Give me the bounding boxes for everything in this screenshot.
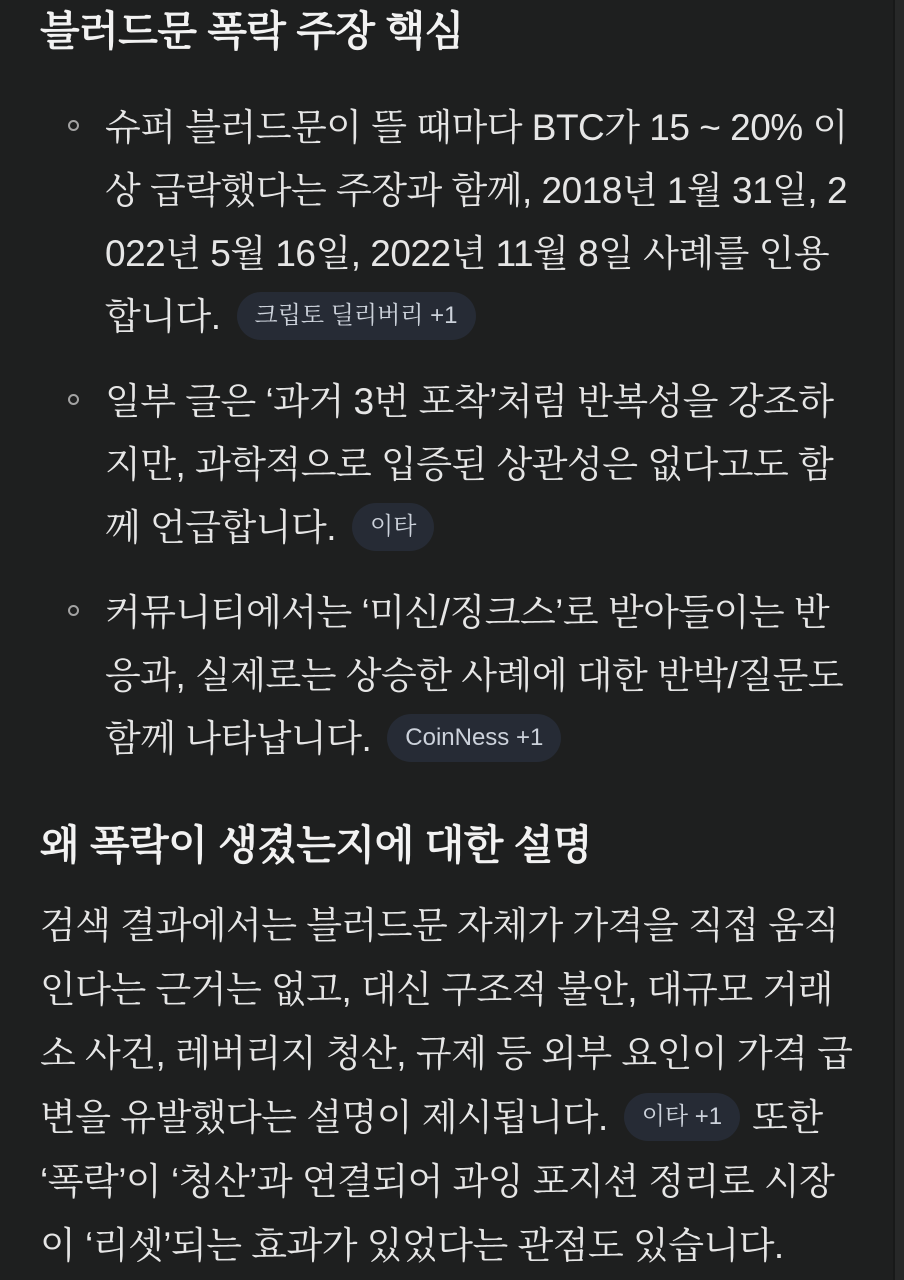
section-title-explanation: 왜 폭락이 생겼는지에 대한 설명 — [40, 822, 592, 868]
explanation-paragraph — [40, 894, 858, 1278]
list-item — [40, 370, 858, 559]
list-item — [40, 581, 858, 770]
explanation-text-tail: 또한 ‘폭락’이 ‘청산’과 연결되어 과잉 포지션 정리로 시장이 ‘리셋’되는 효과가 있었다는 관점도 있습니다. — [40, 1097, 835, 1266]
bullet-text: 일부 글은 ‘과거 3번 포착’처럼 반복성을 강조하지만, 과학적으로 입증된 상관성은 없다고도 함께 언급합니다. — [105, 381, 834, 548]
answer-content — [40, 6, 858, 1278]
bullet-text: 슈퍼 블러드문이 뜰 때마다 BTC가 15 ~ 20% 이상 급락했다는 주장과 함께, 2018년 1월 31일, 2022년 5월 16일, 2022년 11월 8일 사례를 인용합니다. — [105, 107, 848, 337]
section-title-claims: 블러드문 폭락 주장 핵심 — [40, 8, 464, 54]
list-item — [40, 96, 858, 348]
explanation-text-lead: 검색 결과에서는 블러드문 자체가 가격을 직접 움직인다는 근거는 없고, 대신 구조적 불안, 대규모 거래소 사건, 레버리지 청산, 규제 등 외부 요인이 가격 급변을 유발했다는 설명이 제시됩니다. — [40, 905, 853, 1138]
claims-bullet-list — [40, 96, 858, 770]
citation-pill[interactable]: CoinNess +1 — [387, 714, 561, 762]
bullet-text: 커뮤니티에서는 ‘미신/징크스’로 받아들이는 반응과, 실제로는 상승한 사례에 대한 반박/질문도 함께 나타납니다. — [105, 592, 844, 759]
citation-pill[interactable]: 이타 +1 — [624, 1093, 740, 1141]
citation-pill[interactable]: 크립토 딜리버리 +1 — [237, 292, 476, 340]
bullet-circle-icon — [68, 605, 79, 616]
bullet-circle-icon — [68, 120, 79, 131]
scrollbar-track[interactable] — [893, 0, 904, 1280]
citation-pill[interactable]: 이타 — [352, 503, 434, 551]
bullet-circle-icon — [68, 394, 79, 405]
